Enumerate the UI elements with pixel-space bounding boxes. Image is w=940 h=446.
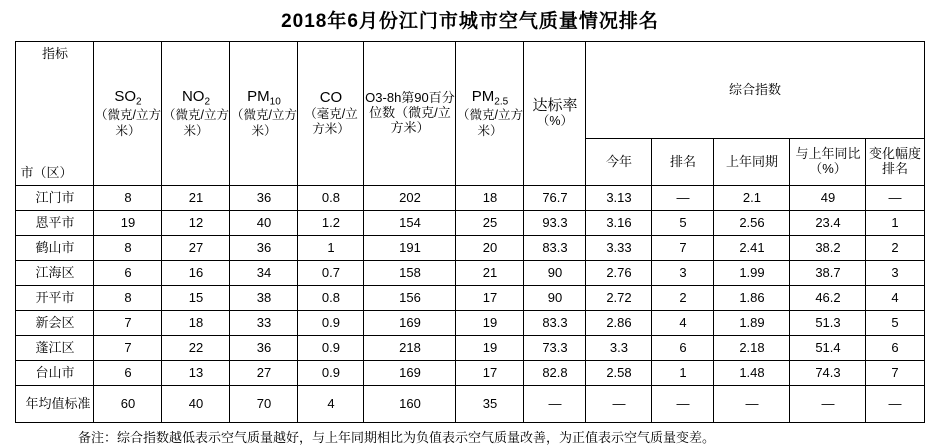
header-row-main bbox=[16, 42, 924, 139]
header-composite-rank: 排名 bbox=[652, 139, 714, 186]
row-o3: 158 bbox=[364, 261, 456, 286]
header-attainment-rate bbox=[524, 42, 586, 186]
row-composite-last: 1.99 bbox=[714, 261, 790, 286]
header-so2-base: SO bbox=[114, 87, 137, 105]
row-attainment-rate: 83.3 bbox=[524, 236, 586, 261]
row-o3: 156 bbox=[364, 286, 456, 311]
row-composite-yoy: — bbox=[790, 386, 866, 423]
row-change-rank: 2 bbox=[866, 236, 924, 261]
row-pm10: 38 bbox=[230, 286, 298, 311]
header-no2-base: NO bbox=[181, 87, 205, 105]
row-composite-last: 1.86 bbox=[714, 286, 790, 311]
header-pm25-sub: 2.5 bbox=[494, 96, 509, 108]
row-o3: 154 bbox=[364, 211, 456, 236]
row-city: 鹤山市 bbox=[16, 236, 94, 261]
row-composite-now: 3.13 bbox=[586, 186, 652, 211]
header-so2 bbox=[94, 42, 162, 186]
row-city: 年均值标准 bbox=[16, 386, 94, 423]
row-composite-rank: 5 bbox=[652, 211, 714, 236]
row-composite-last: 2.1 bbox=[714, 186, 790, 211]
row-attainment-rate: 83.3 bbox=[524, 311, 586, 336]
row-change-rank: 3 bbox=[866, 261, 924, 286]
row-attainment-rate: 82.8 bbox=[524, 361, 586, 386]
row-composite-rank: — bbox=[652, 386, 714, 423]
row-so2: 7 bbox=[94, 336, 162, 361]
row-composite-yoy: 38.7 bbox=[790, 261, 866, 286]
air-quality-table bbox=[15, 41, 924, 423]
header-corner-bottom-label: 市（区） bbox=[20, 165, 73, 181]
row-no2: 16 bbox=[162, 261, 230, 286]
header-pm10 bbox=[230, 42, 298, 186]
table-row bbox=[16, 186, 924, 211]
row-composite-last: 1.89 bbox=[714, 311, 790, 336]
row-city: 恩平市 bbox=[16, 211, 94, 236]
row-pm10: 36 bbox=[230, 336, 298, 361]
row-co: 1 bbox=[298, 236, 364, 261]
row-no2: 21 bbox=[162, 186, 230, 211]
header-change-rank: 变化幅度排名 bbox=[866, 139, 924, 186]
row-composite-rank: 1 bbox=[652, 361, 714, 386]
row-no2: 18 bbox=[162, 311, 230, 336]
header-co bbox=[298, 42, 364, 186]
header-composite-index: 综合指数 bbox=[586, 42, 924, 139]
row-co: 4 bbox=[298, 386, 364, 423]
row-o3: 191 bbox=[364, 236, 456, 261]
table-row bbox=[16, 261, 924, 286]
row-so2: 19 bbox=[94, 211, 162, 236]
row-composite-yoy: 23.4 bbox=[790, 211, 866, 236]
row-composite-rank: 4 bbox=[652, 311, 714, 336]
row-composite-now: 2.76 bbox=[586, 261, 652, 286]
table-row bbox=[16, 286, 924, 311]
page-title: 2018年6月份江门市城市空气质量情况排名 bbox=[281, 11, 659, 32]
row-pm10: 36 bbox=[230, 186, 298, 211]
row-pm10: 27 bbox=[230, 361, 298, 386]
row-composite-last: 2.18 bbox=[714, 336, 790, 361]
row-composite-last: 1.48 bbox=[714, 361, 790, 386]
row-city: 开平市 bbox=[16, 286, 94, 311]
row-composite-now: 2.72 bbox=[586, 286, 652, 311]
table-row bbox=[16, 336, 924, 361]
row-composite-now: 2.86 bbox=[586, 311, 652, 336]
row-no2: 40 bbox=[162, 386, 230, 423]
table-row-standard bbox=[16, 386, 924, 423]
header-composite-last-year: 上年同期 bbox=[714, 139, 790, 186]
row-co: 0.8 bbox=[298, 286, 364, 311]
row-no2: 12 bbox=[162, 211, 230, 236]
row-so2: 8 bbox=[94, 236, 162, 261]
footnote: 备注：综合指数越低表示空气质量越好，与上年同期相比为负值表示空气质量改善，为正值表示空气质量变差。 bbox=[78, 430, 716, 445]
row-composite-rank: 3 bbox=[652, 261, 714, 286]
header-pm10-base: PM bbox=[247, 87, 270, 105]
row-city: 新会区 bbox=[16, 311, 94, 336]
row-pm25: 17 bbox=[456, 286, 524, 311]
header-o3-8h: O3-8h第90百分位数（微克/立方米） bbox=[364, 42, 456, 186]
row-no2: 27 bbox=[162, 236, 230, 261]
header-so2-sub: 2 bbox=[136, 96, 142, 108]
header-attainment-rate-base: 达标率 bbox=[532, 97, 578, 115]
header-co-unit: （毫克/立方米） bbox=[304, 106, 358, 137]
row-change-rank: 6 bbox=[866, 336, 924, 361]
header-pm25 bbox=[456, 42, 524, 186]
row-composite-now: 3.16 bbox=[586, 211, 652, 236]
row-pm25: 20 bbox=[456, 236, 524, 261]
row-so2: 8 bbox=[94, 286, 162, 311]
row-attainment-rate: 90 bbox=[524, 261, 586, 286]
row-city: 江门市 bbox=[16, 186, 94, 211]
row-change-rank: 7 bbox=[866, 361, 924, 386]
row-composite-last: 2.41 bbox=[714, 236, 790, 261]
row-composite-now: 2.58 bbox=[586, 361, 652, 386]
row-o3: 169 bbox=[364, 361, 456, 386]
row-no2: 13 bbox=[162, 361, 230, 386]
row-composite-now: 3.33 bbox=[586, 236, 652, 261]
row-attainment-rate: — bbox=[524, 386, 586, 423]
row-attainment-rate: 76.7 bbox=[524, 186, 586, 211]
row-city: 江海区 bbox=[16, 261, 94, 286]
row-co: 0.9 bbox=[298, 361, 364, 386]
row-change-rank: 5 bbox=[866, 311, 924, 336]
table-row bbox=[16, 211, 924, 236]
row-composite-now: 3.3 bbox=[586, 336, 652, 361]
row-pm25: 19 bbox=[456, 311, 524, 336]
row-change-rank: — bbox=[866, 186, 924, 211]
row-co: 0.9 bbox=[298, 311, 364, 336]
row-composite-rank: 2 bbox=[652, 286, 714, 311]
row-composite-yoy: 51.3 bbox=[790, 311, 866, 336]
header-pm25-base: PM bbox=[471, 87, 495, 105]
header-no2 bbox=[162, 42, 230, 186]
row-so2: 60 bbox=[94, 386, 162, 423]
row-pm10: 70 bbox=[230, 386, 298, 423]
row-pm25: 35 bbox=[456, 386, 524, 423]
row-composite-yoy: 46.2 bbox=[790, 286, 866, 311]
row-o3: 218 bbox=[364, 336, 456, 361]
row-pm25: 18 bbox=[456, 186, 524, 211]
header-co-base: CO bbox=[319, 89, 343, 107]
row-composite-yoy: 49 bbox=[790, 186, 866, 211]
header-pm10-unit: （微克/立方米） bbox=[230, 107, 297, 138]
row-composite-yoy: 74.3 bbox=[790, 361, 866, 386]
row-pm25: 21 bbox=[456, 261, 524, 286]
table-row bbox=[16, 311, 924, 336]
header-composite-yoy: 与上年同比（%） bbox=[790, 139, 866, 186]
header-composite-current-year: 今年 bbox=[586, 139, 652, 186]
row-co: 0.7 bbox=[298, 261, 364, 286]
row-no2: 22 bbox=[162, 336, 230, 361]
row-composite-rank: 6 bbox=[652, 336, 714, 361]
row-pm10: 36 bbox=[230, 236, 298, 261]
row-so2: 8 bbox=[94, 186, 162, 211]
row-pm25: 17 bbox=[456, 361, 524, 386]
header-no2-sub: 2 bbox=[204, 96, 210, 108]
row-composite-yoy: 51.4 bbox=[790, 336, 866, 361]
header-attainment-rate-unit: （%） bbox=[536, 114, 574, 129]
row-change-rank: 4 bbox=[866, 286, 924, 311]
header-no2-unit: （微克/立方米） bbox=[162, 107, 229, 138]
row-city: 台山市 bbox=[16, 361, 94, 386]
row-pm10: 34 bbox=[230, 261, 298, 286]
row-composite-last: 2.56 bbox=[714, 211, 790, 236]
table-row bbox=[16, 361, 924, 386]
row-pm25: 25 bbox=[456, 211, 524, 236]
row-co: 0.8 bbox=[298, 186, 364, 211]
row-composite-now: — bbox=[586, 386, 652, 423]
header-corner-cell bbox=[16, 42, 94, 186]
row-attainment-rate: 90 bbox=[524, 286, 586, 311]
header-pm25-unit: （微克/立方米） bbox=[456, 107, 523, 138]
row-composite-rank: — bbox=[652, 186, 714, 211]
row-pm25: 19 bbox=[456, 336, 524, 361]
row-change-rank: — bbox=[866, 386, 924, 423]
row-composite-rank: 7 bbox=[652, 236, 714, 261]
row-city: 蓬江区 bbox=[16, 336, 94, 361]
row-no2: 15 bbox=[162, 286, 230, 311]
row-o3: 202 bbox=[364, 186, 456, 211]
row-o3: 169 bbox=[364, 311, 456, 336]
row-attainment-rate: 73.3 bbox=[524, 336, 586, 361]
header-pm10-sub: 10 bbox=[269, 96, 281, 108]
row-so2: 7 bbox=[94, 311, 162, 336]
row-composite-last: — bbox=[714, 386, 790, 423]
row-so2: 6 bbox=[94, 261, 162, 286]
row-pm10: 33 bbox=[230, 311, 298, 336]
row-so2: 6 bbox=[94, 361, 162, 386]
header-corner-top-label: 指标 bbox=[41, 46, 68, 61]
row-change-rank: 1 bbox=[866, 211, 924, 236]
row-co: 0.9 bbox=[298, 336, 364, 361]
row-pm10: 40 bbox=[230, 211, 298, 236]
table-row bbox=[16, 236, 924, 261]
row-o3: 160 bbox=[364, 386, 456, 423]
row-attainment-rate: 93.3 bbox=[524, 211, 586, 236]
row-co: 1.2 bbox=[298, 211, 364, 236]
row-composite-yoy: 38.2 bbox=[790, 236, 866, 261]
header-so2-unit: （微克/立方米） bbox=[94, 107, 161, 138]
